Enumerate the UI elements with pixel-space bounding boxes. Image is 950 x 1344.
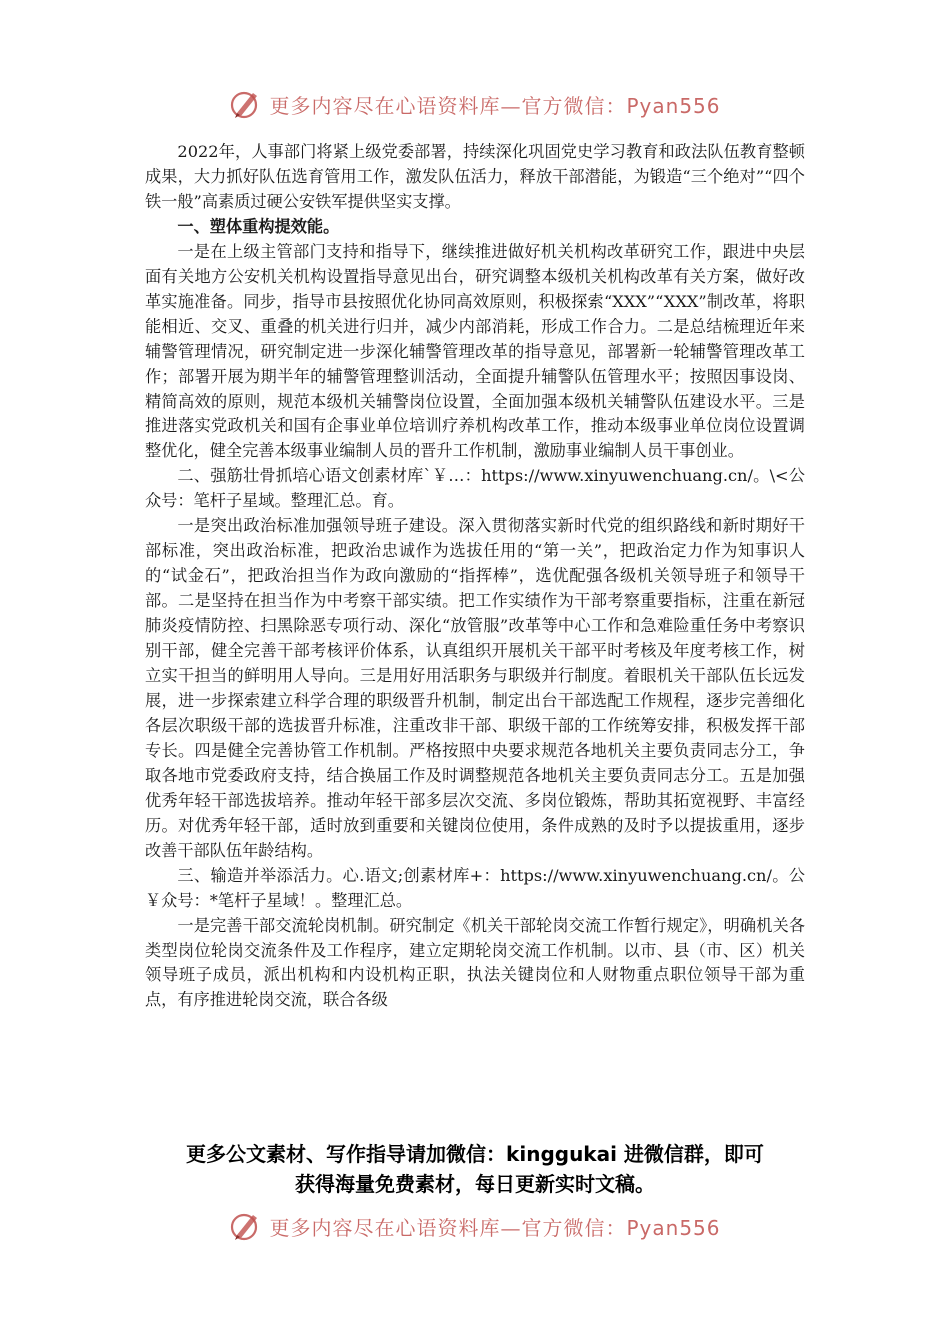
header-banner [0,84,950,124]
footer-banner [0,1206,950,1246]
paragraph-intro: 2022年，人事部门将紧上级党委部署，持续深化巩固党史学习教育和政法队伍教育整顿成果，大力抓好队伍选育管用工作，激发队伍活力，释放干部潜能，为锻造“三个绝对”“四个铁一般”高素质过硬公安铁军提供坚实支撑。 [145,142,805,211]
section-heading-3: 三、输造并举添活力。心.语文;创素材库+：https://www.xinyuwenchuang.cn/。公￥众号：*笔杆子星域！。整理汇总。 [145,865,805,910]
document-body [145,140,805,1013]
section-heading-2: 二、强筋壮骨抓培心语文创素材库`￥…：https://www.xinyuwenchuang.cn/。\<公众号：笔杆子星域。整理汇总。育。 [145,466,805,511]
pen-seal-icon [229,1209,263,1243]
paragraph-section-1: 一是在上级主管部门支持和指导下，继续推进做好机关机构改革研究工作，跟进中央层面有关地方公安机关机构设置指导意见出台，研究调整本级机关机构改革有关方案，做好改革实施准备。同步，指导市县按照优化协同高效原则，积极探索“XXX”“XXX”制改革，将职能相近、交叉、重叠的机关进行归并，减少内部消耗，形成工作合力。二是总结梳理近年来辅警管理情况，研究制定进一步深化辅警管理改革的指导意见，部署新一轮辅警管理改革工作；部署开展为期半年的辅警管理整训活动，全面提升辅警队伍管理水平；按照因事设岗、精简高效的原则，规范本级机关辅警岗位设置，全面加强本级机关辅警队伍建设水平。三是推进落实党政机关和国有企事业单位培训疗养机构改革工作，推动本级事业单位岗位设置调整优化，健全完善本级事业编制人员的晋升工作机制，激励事业编制人员干事创业。 [145,241,805,461]
pen-seal-icon [229,87,263,121]
paragraph-section-2: 一是突出政治标准加强领导班子建设。深入贯彻落实新时代党的组织路线和新时期好干部标准，突出政治标准，把政治忠诚作为选拔任用的“第一关”，把政治定力作为知事识人的“试金石”，把政治担当作为政向激励的“指挥棒”，选优配强各级机关领导班子和领导干部。二是坚持在担当作为中考察干部实绩。把工作实绩作为干部考察重要指标，注重在新冠肺炎疫情防控、扫黑除恶专项行动、深化“放管服”改革等中心工作和急难险重任务中考察识别干部，健全完善干部考核评价体系，认真组织开展机关干部平时考核及年度考核工作，树立实干担当的鲜明用人导向。三是用好用活职务与职级并行制度。着眼机关干部队伍长远发展，进一步探索建立科学合理的职级晋升机制，制定出台干部选配工作规程，逐步完善细化各层次职级干部的选拔晋升标准，注重改非干部、职级干部的工作统筹安排，积极发挥干部专长。四是健全完善协管工作机制。严格按照中央要求规范各地机关主要负责同志分工，争取各地市党委政府支持，结合换届工作及时调整规范各地机关主要负责同志分工。五是加强优秀年轻干部选拔培养。推动年轻干部多层次交流、多岗位锻炼，帮助其拓宽视野、丰富经历。对优秀年轻干部，适时放到重要和关键岗位使用，条件成熟的及时予以提拔重用，逐步改善干部队伍年龄结构。 [145,516,805,860]
header-wechat-id: Pyan556 [626,93,721,118]
footer-wechat-id: Pyan556 [626,1215,721,1240]
paragraph-section-3: 一是完善干部交流轮岗机制。研究制定《机关干部轮岗交流工作暂行规定》，明确机关各类型岗位轮岗交流条件及工作程序，建立定期轮岗交流工作机制。以市、县（市、区）机关领导班子成员，派出机构和内设机构正职，执法关键岗位和人财物重点职位领导干部为重点，有序推进轮岗交流，联合各级 [145,915,805,1010]
promo-notice [0,1139,950,1199]
section-heading-1: 一、塑体重构提效能。 [177,216,340,236]
promo-line-1: 更多公文素材、写作指导请加微信：kinggukai 进微信群，即可 [186,1142,764,1166]
footer-banner-text: 更多内容尽在心语资料库—官方微信：Pyan556 [269,1215,721,1240]
header-banner-text: 更多内容尽在心语资料库—官方微信：Pyan556 [269,93,721,118]
promo-line-2: 获得海量免费素材，每日更新实时文稿。 [295,1172,655,1196]
